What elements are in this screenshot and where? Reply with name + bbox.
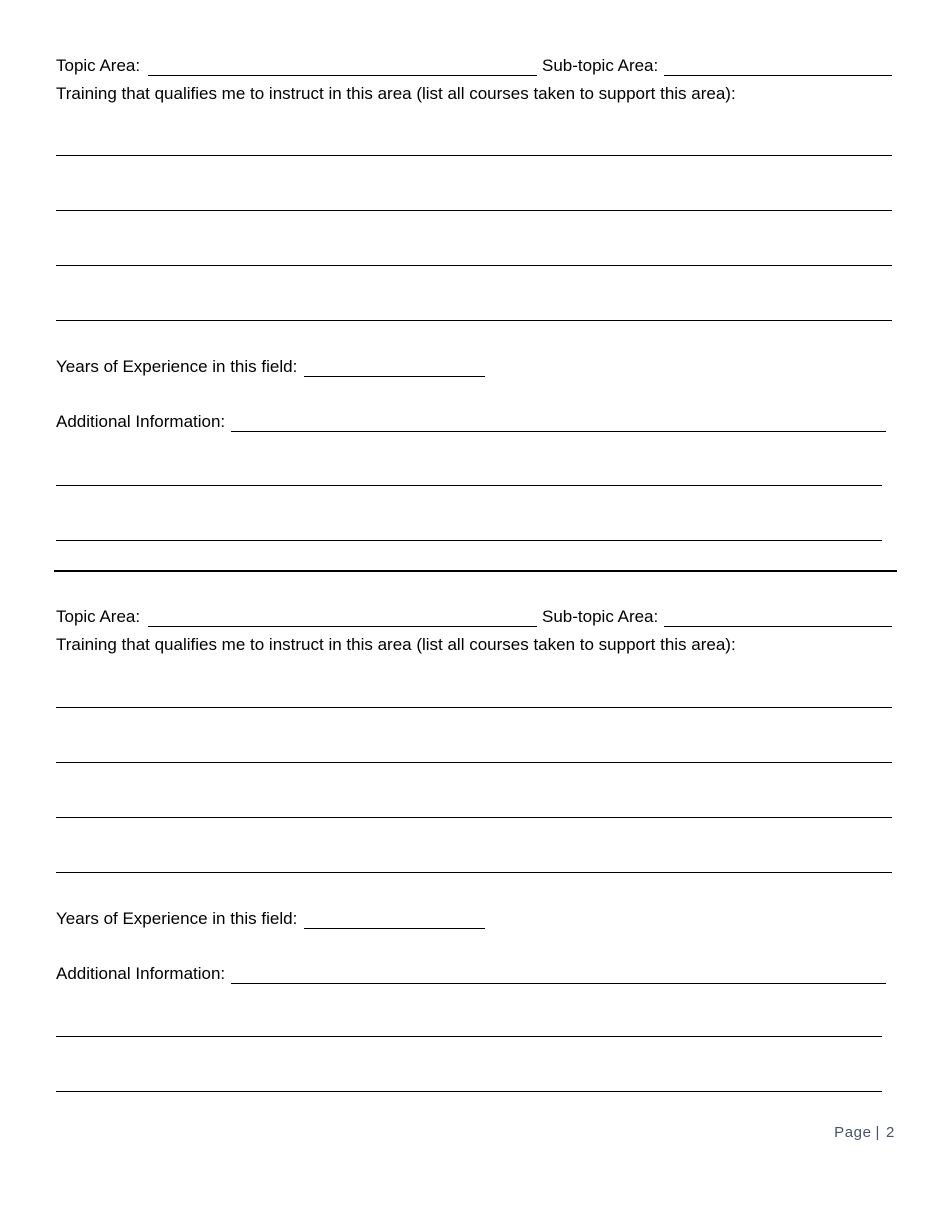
additional-info-line-1[interactable] [56,1036,882,1037]
page-label: Page [834,1124,872,1141]
additional-info-line-2[interactable] [56,540,882,541]
topic-area-field[interactable] [148,75,537,76]
training-line-4[interactable] [56,872,892,873]
page-separator: | [875,1124,881,1141]
training-line-3[interactable] [56,265,892,266]
subtopic-area-field[interactable] [664,626,892,627]
training-line-3[interactable] [56,817,892,818]
training-line-1[interactable] [56,707,892,708]
additional-info-label: Additional Information: [56,412,226,431]
page-footer [834,1124,895,1141]
topic-area-field[interactable] [148,626,537,627]
training-label: Training that qualifies me to instruct in this area (list all courses taken to support this area): [56,84,736,103]
subtopic-area-label: Sub-topic Area: [542,56,659,75]
training-label: Training that qualifies me to instruct in this area (list all courses taken to support this area): [56,635,736,654]
page-number: 2 [886,1124,895,1141]
training-line-2[interactable] [56,762,892,763]
years-experience-field[interactable] [304,928,485,929]
years-experience-label: Years of Experience in this field: [56,357,298,376]
training-line-2[interactable] [56,210,892,211]
topic-area-label: Topic Area: [56,56,141,75]
training-line-1[interactable] [56,155,892,156]
additional-info-field[interactable] [231,431,886,432]
subtopic-area-field[interactable] [664,75,892,76]
additional-info-field[interactable] [231,983,886,984]
section-divider [54,570,897,572]
subtopic-area-label: Sub-topic Area: [542,607,659,626]
years-experience-label: Years of Experience in this field: [56,909,298,928]
training-line-4[interactable] [56,320,892,321]
topic-area-label: Topic Area: [56,607,141,626]
additional-info-line-1[interactable] [56,485,882,486]
additional-info-line-2[interactable] [56,1091,882,1092]
additional-info-label: Additional Information: [56,964,226,983]
years-experience-field[interactable] [304,376,485,377]
